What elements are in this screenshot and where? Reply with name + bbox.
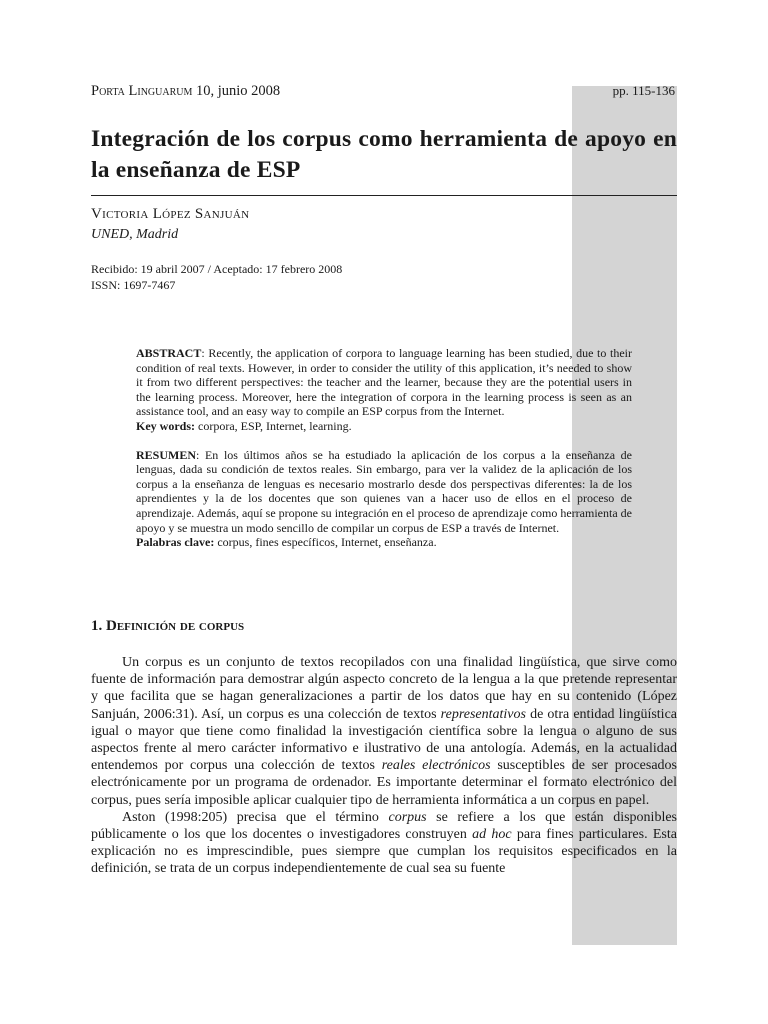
author-name: Victoria López Sanjuán <box>91 206 250 222</box>
palabras-clave-label: Palabras clave: <box>136 535 215 550</box>
resumen-keywords <box>136 535 632 550</box>
section-heading <box>91 618 244 635</box>
running-header-journal <box>91 83 280 100</box>
body-paragraph-1: Un corpus es un conjunto de textos recopilados con una finalidad lingüística, que sirve como fuente de información para demostrar algún aspecto concreto de la lengua a la que pretende representar y que facilita que se hagan generalizaciones a partir de los datos que hay en su contenido (López Sanjuán, 2006:31). Así, un corpus es una colección de textos representativos de otra entidad lingüística igual o mayor que tiene como finalidad la investigación científica sobre la lengua o alguno de sus aspectos frente al mero carácter informativo e ilustrativo de una antología. Además, en la actualidad entendemos por corpus una colección de textos reales electrónicos susceptibles de ser procesados electrónicamente por un programa de ordenador. Es importante determinar el formato electrónico del corpus, pues sería imposible aplicar cualquier tipo de herramienta informática a un corpus en papel. <box>91 655 677 808</box>
abstract-block <box>136 346 632 550</box>
abstract-text: : Recently, the application of corpora to language learning has been studied, due to their condition of real texts. However, in order to consider the utility of this application, it’s needed to show it from two different perspectives: the teacher and the learner, because they are the potential users in the learning process. Moreover, here the integration of corpora in the learning process is seen as an assistance tool, and an easy way to compile an ESP corpus from the Internet. <box>136 346 632 419</box>
article-meta <box>91 261 342 293</box>
emphasis: reales electrónicos <box>381 758 491 774</box>
abstract-label: ABSTRACT <box>136 346 202 360</box>
resumen-text: : En los últimos años se ha estudiado la aplicación de los corpus a la enseñanza de lenguas, dada su condición de textos reales. Sin embargo, para ver la validez de la aplicación de los corpus a la enseñanza de lenguas es necesario mostrarlo desde dos perspectivas diferentes: la de los aprendientes y la de los docentes que son quienes van a hacer uso de ellos en el proceso de aprendizaje. Además, aquí se propone su integración en el proceso de aprendizaje como herramienta de apoyo y se muestra un modo sencillo de compilar un corpus de ESP a través de Internet. <box>136 447 632 535</box>
emphasis: corpus <box>388 809 427 825</box>
received-accepted: Recibido: 19 abril 2007 / Aceptado: 17 febrero 2008 <box>91 262 343 276</box>
body-text <box>91 654 677 878</box>
keywords-label: Key words: <box>136 418 195 433</box>
journal-name: Porta Linguarum <box>91 83 193 99</box>
issn: ISSN: 1697-7467 <box>91 278 176 292</box>
article-title: Integración de los corpus como herramienta de apoyo en la enseñanza de ESP <box>91 126 677 183</box>
resumen-paragraph <box>136 448 632 536</box>
title-divider <box>91 195 677 196</box>
author-affiliation: UNED, Madrid <box>91 227 179 242</box>
section-number: 1. <box>91 618 106 634</box>
emphasis: ad hoc <box>472 827 512 843</box>
body-paragraph-2: Aston (1998:205) precisa que el término corpus se refiere a los que están disponibles públicamente o los que los docentes o investigadores construyen ad hoc para fines particulares. Esta explicación no es imprescindible, pues siempre que cumplan los requisitos especificados en la definición, se trata de un corpus independientemente de cual sea su fuente <box>91 809 677 877</box>
journal-issue: 10, junio 2008 <box>192 83 281 99</box>
abstract-keywords <box>136 419 632 434</box>
section-title: Definición de corpus <box>106 618 245 634</box>
resumen-label: RESUMEN <box>136 447 197 462</box>
palabras-clave-text: corpus, fines específicos, Internet, enseñanza. <box>214 535 437 550</box>
keywords-text: corpora, ESP, Internet, learning. <box>195 418 352 433</box>
abstract-paragraph <box>136 346 632 419</box>
running-header-pages: pp. 115-136 <box>612 83 675 98</box>
emphasis: representativos <box>440 706 526 722</box>
